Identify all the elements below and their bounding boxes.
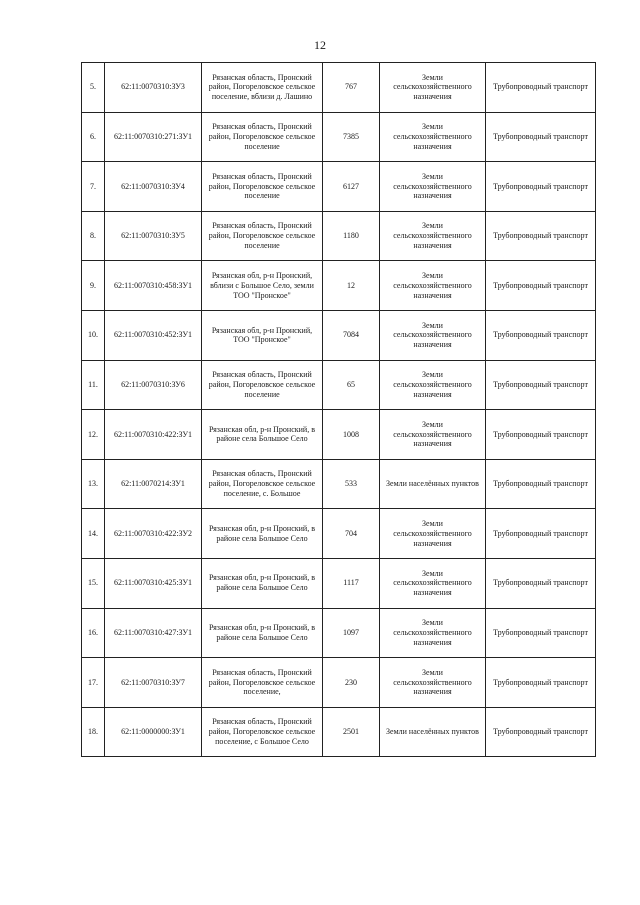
permitted-use: Трубопроводный транспорт bbox=[486, 459, 596, 509]
row-number: 6. bbox=[82, 112, 105, 162]
cadastral-number: 62:11:0070310:427:ЗУ1 bbox=[105, 608, 202, 658]
row-number: 17. bbox=[82, 658, 105, 708]
table-row bbox=[82, 658, 596, 708]
table-body bbox=[82, 63, 596, 757]
row-number: 13. bbox=[82, 459, 105, 509]
table-row bbox=[82, 459, 596, 509]
land-category: Земли сельскохозяйственного назначения bbox=[380, 112, 486, 162]
cadastral-number: 62:11:0070310:422:ЗУ1 bbox=[105, 410, 202, 460]
land-category: Земли сельскохозяйственного назначения bbox=[380, 608, 486, 658]
permitted-use: Трубопроводный транспорт bbox=[486, 658, 596, 708]
cadastral-number: 62:11:0000000:ЗУ1 bbox=[105, 707, 202, 757]
cadastral-number: 62:11:0070310:ЗУ3 bbox=[105, 63, 202, 113]
cadastral-number: 62:11:0070310:ЗУ7 bbox=[105, 658, 202, 708]
permitted-use: Трубопроводный транспорт bbox=[486, 707, 596, 757]
plot-area: 65 bbox=[323, 360, 380, 410]
plot-area: 7385 bbox=[323, 112, 380, 162]
row-number: 5. bbox=[82, 63, 105, 113]
land-category: Земли сельскохозяйственного назначения bbox=[380, 63, 486, 113]
cadastral-number: 62:11:0070310:ЗУ6 bbox=[105, 360, 202, 410]
land-category: Земли сельскохозяйственного назначения bbox=[380, 360, 486, 410]
permitted-use: Трубопроводный транспорт bbox=[486, 608, 596, 658]
table-row bbox=[82, 707, 596, 757]
row-number: 8. bbox=[82, 211, 105, 261]
cadastral-number: 62:11:0070310:271:ЗУ1 bbox=[105, 112, 202, 162]
plot-area: 704 bbox=[323, 509, 380, 559]
plot-location: Рязанская обл, р-н Пронский, в районе села Большое Село bbox=[202, 509, 323, 559]
cadastral-number: 62:11:0070310:422:ЗУ2 bbox=[105, 509, 202, 559]
land-category: Земли сельскохозяйственного назначения bbox=[380, 261, 486, 311]
table-row bbox=[82, 558, 596, 608]
permitted-use: Трубопроводный транспорт bbox=[486, 63, 596, 113]
cadastral-number: 62:11:0070214:ЗУ1 bbox=[105, 459, 202, 509]
table-row bbox=[82, 112, 596, 162]
cadastral-number: 62:11:0070310:458:ЗУ1 bbox=[105, 261, 202, 311]
plot-area: 12 bbox=[323, 261, 380, 311]
permitted-use: Трубопроводный транспорт bbox=[486, 310, 596, 360]
plot-area: 230 bbox=[323, 658, 380, 708]
plot-location: Рязанская обл, р-н Пронский, в районе села Большое Село bbox=[202, 410, 323, 460]
plot-area: 767 bbox=[323, 63, 380, 113]
plot-location: Рязанская обл, р-н Пронский, вблизи с Большое Село, земли ТОО "Пронское" bbox=[202, 261, 323, 311]
row-number: 16. bbox=[82, 608, 105, 658]
plot-location: Рязанская обл, р-н Пронский, ТОО "Пронское" bbox=[202, 310, 323, 360]
permitted-use: Трубопроводный транспорт bbox=[486, 261, 596, 311]
page-number: 12 bbox=[314, 38, 326, 52]
land-category: Земли сельскохозяйственного назначения bbox=[380, 509, 486, 559]
plot-location: Рязанская область, Пронский район, Погореловское сельское поселение bbox=[202, 162, 323, 212]
table-row bbox=[82, 310, 596, 360]
plot-location: Рязанская обл, р-н Пронский, в районе села Большое Село bbox=[202, 608, 323, 658]
land-category: Земли сельскохозяйственного назначения bbox=[380, 211, 486, 261]
permitted-use: Трубопроводный транспорт bbox=[486, 211, 596, 261]
plot-area: 1097 bbox=[323, 608, 380, 658]
plot-location: Рязанская область, Пронский район, Погореловское сельское поселение, с. Большое bbox=[202, 459, 323, 509]
permitted-use: Трубопроводный транспорт bbox=[486, 360, 596, 410]
land-category: Земли населённых пунктов bbox=[380, 459, 486, 509]
plot-area: 2501 bbox=[323, 707, 380, 757]
plot-area: 1180 bbox=[323, 211, 380, 261]
row-number: 7. bbox=[82, 162, 105, 212]
plot-location: Рязанская область, Пронский район, Погореловское сельское поселение bbox=[202, 360, 323, 410]
row-number: 12. bbox=[82, 410, 105, 460]
table-row bbox=[82, 608, 596, 658]
plot-location: Рязанская область, Пронский район, Погореловское сельское поселение, вблизи д. Лашино bbox=[202, 63, 323, 113]
permitted-use: Трубопроводный транспорт bbox=[486, 509, 596, 559]
land-category: Земли сельскохозяйственного назначения bbox=[380, 162, 486, 212]
row-number: 9. bbox=[82, 261, 105, 311]
cadastral-number: 62:11:0070310:ЗУ5 bbox=[105, 211, 202, 261]
permitted-use: Трубопроводный транспорт bbox=[486, 410, 596, 460]
row-number: 14. bbox=[82, 509, 105, 559]
land-category: Земли сельскохозяйственного назначения bbox=[380, 658, 486, 708]
plot-area: 533 bbox=[323, 459, 380, 509]
permitted-use: Трубопроводный транспорт bbox=[486, 558, 596, 608]
table-row bbox=[82, 360, 596, 410]
plot-area: 6127 bbox=[323, 162, 380, 212]
plot-area: 1117 bbox=[323, 558, 380, 608]
table-row bbox=[82, 162, 596, 212]
cadastral-number: 62:11:0070310:452:ЗУ1 bbox=[105, 310, 202, 360]
land-plots-table bbox=[81, 62, 596, 757]
permitted-use: Трубопроводный транспорт bbox=[486, 112, 596, 162]
table-row bbox=[82, 509, 596, 559]
plot-location: Рязанская область, Пронский район, Погореловское сельское поселение, bbox=[202, 658, 323, 708]
row-number: 10. bbox=[82, 310, 105, 360]
row-number: 15. bbox=[82, 558, 105, 608]
land-category: Земли сельскохозяйственного назначения bbox=[380, 558, 486, 608]
permitted-use: Трубопроводный транспорт bbox=[486, 162, 596, 212]
plot-area: 1008 bbox=[323, 410, 380, 460]
plot-location: Рязанская область, Пронский район, Погореловское сельское поселение, с Большое Село bbox=[202, 707, 323, 757]
row-number: 11. bbox=[82, 360, 105, 410]
row-number: 18. bbox=[82, 707, 105, 757]
plot-location: Рязанская обл, р-н Пронский, в районе села Большое Село bbox=[202, 558, 323, 608]
land-category: Земли сельскохозяйственного назначения bbox=[380, 410, 486, 460]
table-row bbox=[82, 410, 596, 460]
plot-location: Рязанская область, Пронский район, Погореловское сельское поселение bbox=[202, 211, 323, 261]
cadastral-number: 62:11:0070310:425:ЗУ1 bbox=[105, 558, 202, 608]
table-row bbox=[82, 261, 596, 311]
table-row bbox=[82, 211, 596, 261]
land-category: Земли сельскохозяйственного назначения bbox=[380, 310, 486, 360]
cadastral-number: 62:11:0070310:ЗУ4 bbox=[105, 162, 202, 212]
land-category: Земли населённых пунктов bbox=[380, 707, 486, 757]
plot-location: Рязанская область, Пронский район, Погореловское сельское поселение bbox=[202, 112, 323, 162]
table-row bbox=[82, 63, 596, 113]
plot-area: 7084 bbox=[323, 310, 380, 360]
